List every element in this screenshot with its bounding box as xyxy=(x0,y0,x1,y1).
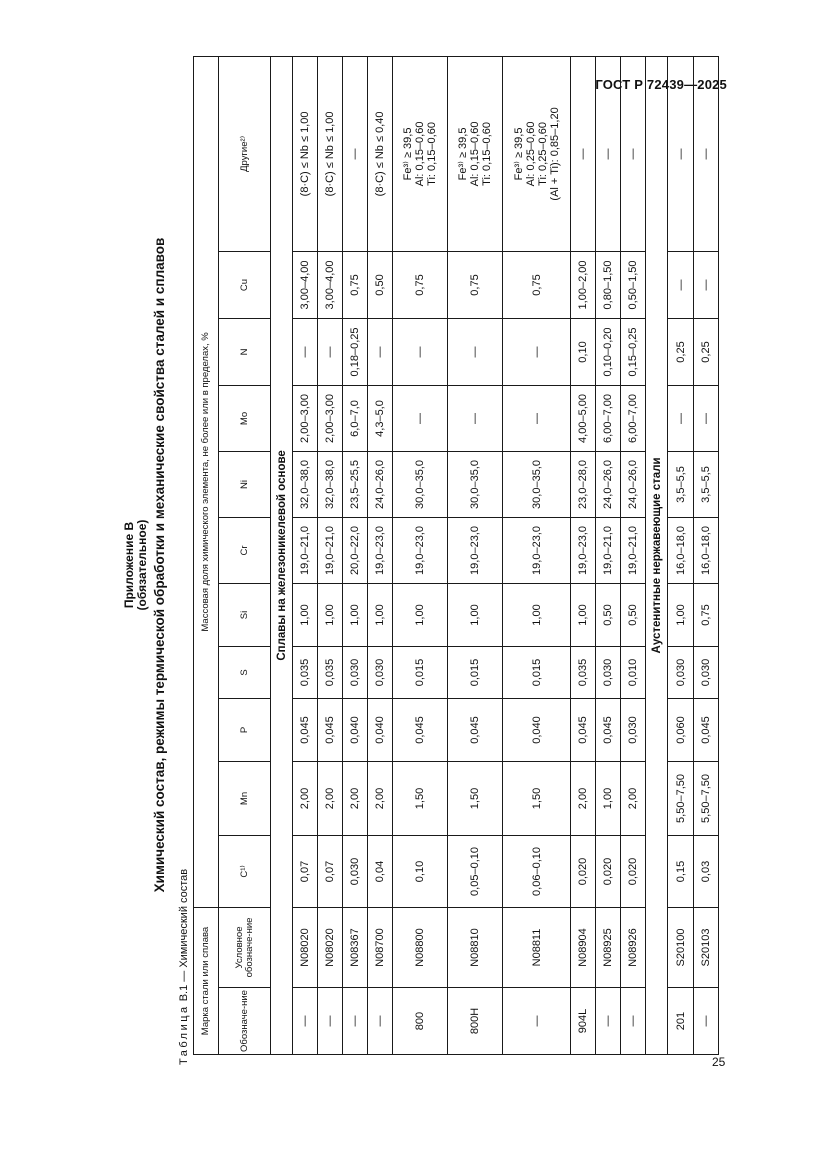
cell-n: 0,25 xyxy=(694,318,719,385)
table-row xyxy=(448,56,503,1054)
cell-c: 0,020 xyxy=(596,835,621,907)
cell-designation: — xyxy=(694,988,719,1055)
cell-uns: N08367 xyxy=(343,907,368,987)
table-row xyxy=(393,56,448,1054)
table-row xyxy=(293,56,318,1054)
cell-si: 1,00 xyxy=(343,583,368,646)
other-line: (8·C) ≤ Nb ≤ 1,00 xyxy=(324,111,336,197)
cell-p: 0,045 xyxy=(596,698,621,761)
cell-uns: S20103 xyxy=(694,907,719,987)
table-row xyxy=(596,56,621,1054)
cell-p: 0,045 xyxy=(393,698,448,761)
other-line: Ti: 0,15–0,60 xyxy=(481,122,493,186)
cell-other xyxy=(393,56,448,251)
cell-n: — xyxy=(368,318,393,385)
cell-s: 0,035 xyxy=(318,646,343,698)
header-cr: Cr xyxy=(219,517,271,583)
cell-ni: 23,0–28,0 xyxy=(571,451,596,517)
page-number: 25 xyxy=(712,1055,726,1069)
other-line: — xyxy=(349,148,361,160)
cell-si: 1,00 xyxy=(668,583,694,646)
cell-p: 0,045 xyxy=(694,698,719,761)
cell-n: — xyxy=(503,318,571,385)
cell-s: 0,035 xyxy=(293,646,318,698)
cell-cu: — xyxy=(668,251,694,318)
cell-uns: N08811 xyxy=(503,907,571,987)
cell-p: 0,045 xyxy=(448,698,503,761)
cell-si: 1,00 xyxy=(318,583,343,646)
cell-s: 0,010 xyxy=(621,646,646,698)
cell-cr: 19,0–23,0 xyxy=(503,517,571,583)
cell-s: 0,030 xyxy=(668,646,694,698)
cell-ni: 32,0–38,0 xyxy=(318,451,343,517)
table-row xyxy=(668,56,694,1054)
cell-mn: 1,50 xyxy=(393,761,448,835)
cell-uns: N08020 xyxy=(293,907,318,987)
other-line: — xyxy=(577,148,589,160)
cell-other xyxy=(293,56,318,251)
other-line: — xyxy=(700,148,712,160)
cell-mn: 2,00 xyxy=(318,761,343,835)
rotated-page-content xyxy=(118,65,798,1065)
cell-mo: — xyxy=(393,385,448,451)
cell-uns: N08020 xyxy=(318,907,343,987)
cell-ni: 24,0–26,0 xyxy=(368,451,393,517)
cell-other xyxy=(571,56,596,251)
cell-ni: 30,0–35,0 xyxy=(503,451,571,517)
cell-ni: 24,0–26,0 xyxy=(596,451,621,517)
cell-mn: 2,00 xyxy=(621,761,646,835)
cell-designation: — xyxy=(293,988,318,1055)
cell-cr: 20,0–22,0 xyxy=(343,517,368,583)
cell-mn: 1,50 xyxy=(448,761,503,835)
cell-ni: 3,5–5,5 xyxy=(694,451,719,517)
cell-cr: 19,0–21,0 xyxy=(293,517,318,583)
cell-cu: 0,50–1,50 xyxy=(621,251,646,318)
cell-n: — xyxy=(393,318,448,385)
cell-p: 0,045 xyxy=(293,698,318,761)
other-line: Al: 0,15–0,60 xyxy=(414,121,426,187)
header-other: Другие²⁾ xyxy=(219,56,271,251)
other-line: Al: 0,25–0,60 xyxy=(524,121,537,187)
header-c: C¹⁾ xyxy=(219,835,271,907)
cell-mn: 2,00 xyxy=(571,761,596,835)
cell-cu: 0,50 xyxy=(368,251,393,318)
cell-designation: 201 xyxy=(668,988,694,1055)
cell-other xyxy=(596,56,621,251)
cell-mo: 6,00–7,00 xyxy=(596,385,621,451)
cell-s: 0,030 xyxy=(343,646,368,698)
section-row xyxy=(646,56,668,1054)
table-row xyxy=(621,56,646,1054)
cell-mo: — xyxy=(448,385,503,451)
standard-number: ГОСТ Р 72439—2025 xyxy=(595,77,727,92)
cell-s: 0,035 xyxy=(571,646,596,698)
cell-ni: 32,0–38,0 xyxy=(293,451,318,517)
cell-mo: 4,00–5,00 xyxy=(571,385,596,451)
cell-cu: 0,75 xyxy=(448,251,503,318)
header-conditional: Условное обозначе-ние xyxy=(219,907,271,987)
cell-c: 0,06–0,10 xyxy=(503,835,571,907)
cell-c: 0,05–0,10 xyxy=(448,835,503,907)
cell-mo: — xyxy=(503,385,571,451)
cell-s: 0,030 xyxy=(596,646,621,698)
table-caption xyxy=(178,869,190,1065)
chemical-composition-table xyxy=(193,56,719,1055)
cell-other xyxy=(448,56,503,251)
cell-designation: — xyxy=(368,988,393,1055)
header-mo: Mo xyxy=(219,385,271,451)
cell-other xyxy=(343,56,368,251)
other-line: Fe³⁾ ≥ 39,5 xyxy=(402,127,414,181)
cell-designation: — xyxy=(621,988,646,1055)
cell-ni: 3,5–5,5 xyxy=(668,451,694,517)
cell-mo: 6,00–7,00 xyxy=(621,385,646,451)
cell-cu: 0,75 xyxy=(393,251,448,318)
cell-n: 0,10 xyxy=(571,318,596,385)
cell-mo: 6,0–7,0 xyxy=(343,385,368,451)
cell-cu: 3,00–4,00 xyxy=(293,251,318,318)
cell-p: 0,040 xyxy=(368,698,393,761)
cell-p: 0,040 xyxy=(503,698,571,761)
cell-uns: N08904 xyxy=(571,907,596,987)
cell-n: — xyxy=(293,318,318,385)
cell-cr: 19,0–21,0 xyxy=(318,517,343,583)
cell-c: 0,15 xyxy=(668,835,694,907)
cell-mn: 1,50 xyxy=(503,761,571,835)
cell-c: 0,07 xyxy=(318,835,343,907)
cell-p: 0,040 xyxy=(343,698,368,761)
header-ni: Ni xyxy=(219,451,271,517)
other-line: (8·C) ≤ Nb ≤ 0,40 xyxy=(374,111,386,197)
cell-c: 0,07 xyxy=(293,835,318,907)
cell-si: 1,00 xyxy=(368,583,393,646)
cell-designation: — xyxy=(503,988,571,1055)
cell-cu: 0,75 xyxy=(343,251,368,318)
cell-uns: N08925 xyxy=(596,907,621,987)
cell-mn: 2,00 xyxy=(293,761,318,835)
table-caption-word: Таблица xyxy=(178,1004,190,1065)
appendix-heading: Химический состав, режимы термической обработки и механические свойства сталей и сплавов xyxy=(152,237,167,893)
other-line: Fe³⁾ ≥ 39,5 xyxy=(457,127,469,181)
cell-ni: 23,5–25,5 xyxy=(343,451,368,517)
other-line: Fe³⁾ ≥ 39,5 xyxy=(512,127,525,181)
cell-uns: S20100 xyxy=(668,907,694,987)
cell-other xyxy=(621,56,646,251)
table-row xyxy=(368,56,393,1054)
cell-c: 0,030 xyxy=(343,835,368,907)
cell-c: 0,10 xyxy=(393,835,448,907)
cell-designation: 904L xyxy=(571,988,596,1055)
cell-cu: — xyxy=(694,251,719,318)
cell-designation: — xyxy=(343,988,368,1055)
cell-designation: 800H xyxy=(448,988,503,1055)
other-line: Ti: 0,25–0,60 xyxy=(536,122,549,186)
other-line: Ti: 0,15–0,60 xyxy=(426,122,438,186)
table-row xyxy=(571,56,596,1054)
cell-mn: 1,00 xyxy=(596,761,621,835)
cell-uns: N08700 xyxy=(368,907,393,987)
header-designation: Обозначе-ние xyxy=(219,988,271,1055)
cell-c: 0,020 xyxy=(621,835,646,907)
table-row xyxy=(343,56,368,1054)
cell-s: 0,015 xyxy=(393,646,448,698)
section-title: Сплавы на железоникелевой основе xyxy=(271,56,293,1054)
cell-si: 0,50 xyxy=(621,583,646,646)
section-row xyxy=(271,56,293,1054)
cell-c: 0,03 xyxy=(694,835,719,907)
cell-mo: 2,00–3,00 xyxy=(318,385,343,451)
cell-mo: 2,00–3,00 xyxy=(293,385,318,451)
header-mass-share: Массовая доля химического элемента, не более или в пределах, % xyxy=(194,56,219,907)
cell-other xyxy=(318,56,343,251)
cell-cr: 16,0–18,0 xyxy=(668,517,694,583)
cell-si: 0,75 xyxy=(694,583,719,646)
other-line: (Al + Ti): 0,85–1,20 xyxy=(548,107,561,201)
table-row xyxy=(318,56,343,1054)
other-line: (8·C) ≤ Nb ≤ 1,00 xyxy=(299,111,311,197)
header-s: S xyxy=(219,646,271,698)
cell-n: 0,25 xyxy=(668,318,694,385)
cell-s: 0,030 xyxy=(694,646,719,698)
cell-n: — xyxy=(318,318,343,385)
cell-cu: 0,75 xyxy=(503,251,571,318)
header-si: Si xyxy=(219,583,271,646)
cell-ni: 24,0–26,0 xyxy=(621,451,646,517)
header-cu: Cu xyxy=(219,251,271,318)
cell-cu: 1,00–2,00 xyxy=(571,251,596,318)
other-line: Al: 0,15–0,60 xyxy=(469,121,481,187)
cell-other xyxy=(668,56,694,251)
section-title: Аустенитные нержавеющие стали xyxy=(646,56,668,1054)
cell-other xyxy=(368,56,393,251)
cell-mo: 4,3–5,0 xyxy=(368,385,393,451)
cell-mo: — xyxy=(694,385,719,451)
header-mn: Mn xyxy=(219,761,271,835)
cell-si: 1,00 xyxy=(393,583,448,646)
cell-ni: 30,0–35,0 xyxy=(393,451,448,517)
cell-other xyxy=(503,56,571,251)
cell-cr: 19,0–23,0 xyxy=(368,517,393,583)
table-row xyxy=(694,56,719,1054)
cell-s: 0,030 xyxy=(368,646,393,698)
header-n: N xyxy=(219,318,271,385)
cell-si: 1,00 xyxy=(448,583,503,646)
cell-n: — xyxy=(448,318,503,385)
table-row xyxy=(503,56,571,1054)
cell-uns: N08800 xyxy=(393,907,448,987)
cell-cr: 19,0–23,0 xyxy=(571,517,596,583)
cell-cr: 19,0–23,0 xyxy=(448,517,503,583)
cell-cr: 19,0–21,0 xyxy=(621,517,646,583)
cell-cr: 19,0–21,0 xyxy=(596,517,621,583)
cell-s: 0,015 xyxy=(448,646,503,698)
cell-n: 0,15–0,25 xyxy=(621,318,646,385)
cell-mn: 2,00 xyxy=(368,761,393,835)
cell-p: 0,045 xyxy=(318,698,343,761)
cell-si: 0,50 xyxy=(596,583,621,646)
cell-c: 0,04 xyxy=(368,835,393,907)
cell-cr: 16,0–18,0 xyxy=(694,517,719,583)
cell-c: 0,020 xyxy=(571,835,596,907)
header-p: P xyxy=(219,698,271,761)
cell-n: 0,18–0,25 xyxy=(343,318,368,385)
cell-mn: 2,00 xyxy=(343,761,368,835)
cell-cr: 19,0–23,0 xyxy=(393,517,448,583)
cell-other xyxy=(694,56,719,251)
cell-s: 0,015 xyxy=(503,646,571,698)
other-line: — xyxy=(602,148,614,160)
cell-si: 1,00 xyxy=(571,583,596,646)
appendix-status: (обязательное) xyxy=(135,519,149,611)
cell-cu: 3,00–4,00 xyxy=(318,251,343,318)
other-line: — xyxy=(627,148,639,160)
cell-designation: 800 xyxy=(393,988,448,1055)
cell-p: 0,060 xyxy=(668,698,694,761)
cell-mn: 5,50–7,50 xyxy=(668,761,694,835)
cell-designation: — xyxy=(596,988,621,1055)
cell-p: 0,030 xyxy=(621,698,646,761)
header-grade-group: Марка стали или сплава xyxy=(194,907,219,1054)
cell-uns: N08926 xyxy=(621,907,646,987)
other-line: — xyxy=(674,148,687,160)
cell-mo: — xyxy=(668,385,694,451)
cell-mn: 5,50–7,50 xyxy=(694,761,719,835)
table-caption-text: В.1 — Химический состав xyxy=(178,868,190,1002)
cell-n: 0,10–0,20 xyxy=(596,318,621,385)
cell-p: 0,045 xyxy=(571,698,596,761)
cell-si: 1,00 xyxy=(503,583,571,646)
appendix-title: Приложение В xyxy=(122,521,136,609)
cell-ni: 30,0–35,0 xyxy=(448,451,503,517)
cell-uns: N08810 xyxy=(448,907,503,987)
cell-designation: — xyxy=(318,988,343,1055)
cell-si: 1,00 xyxy=(293,583,318,646)
cell-cu: 0,80–1,50 xyxy=(596,251,621,318)
